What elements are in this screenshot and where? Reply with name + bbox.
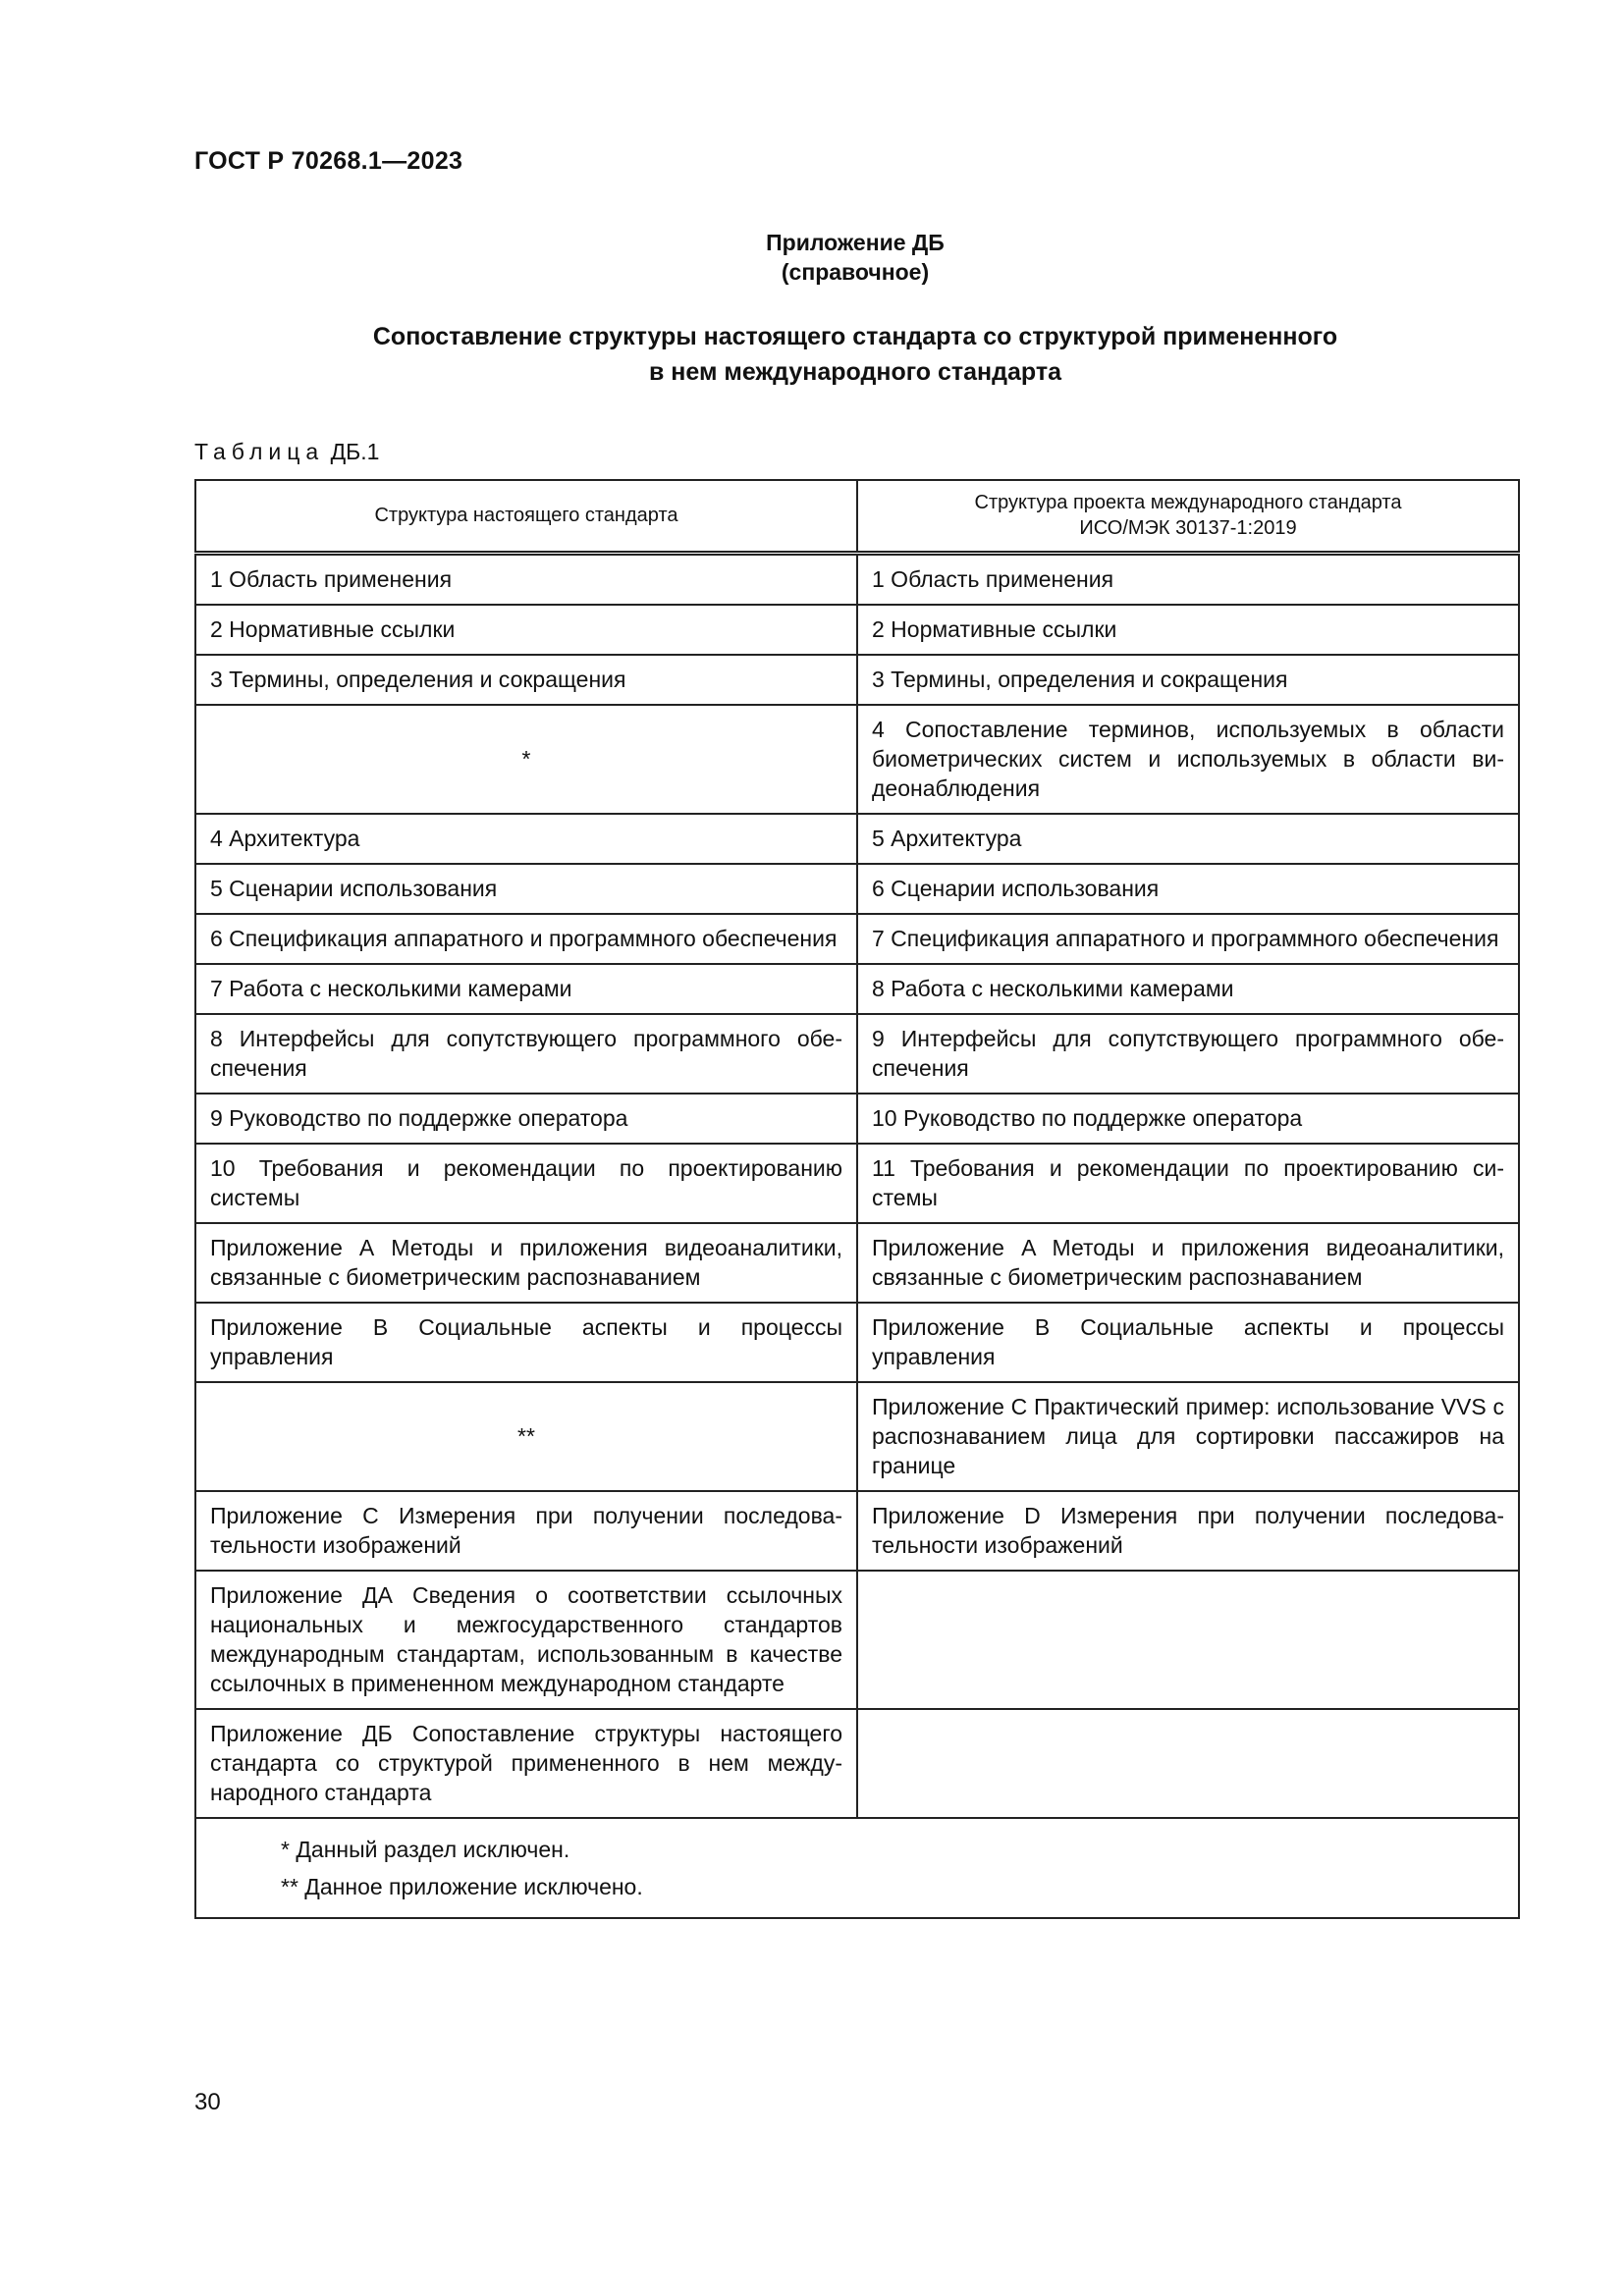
cell-current: 5 Сценарии использования [195,864,857,914]
cell-international: Приложение D Измерения при получении последовательности изображений [857,1491,1519,1571]
cell-current-excluded-marker: ** [195,1382,857,1491]
cell-international: 4 Сопоставление терминов, используемых в области биометрических систем и используемых в области видеонаблюдения [857,705,1519,814]
header-international-structure [857,480,1519,554]
cell-current: Приложение С Измерения при получении последовательности изображений [195,1491,857,1571]
table-row [195,1144,1519,1223]
table-row [195,1303,1519,1382]
page-number: 30 [194,2089,221,2115]
cell-current: 6 Спецификация аппаратного и программного обеспечения [195,914,857,964]
header-international-line-1: Структура проекта международного стандарта [974,492,1402,513]
document-code: ГОСТ Р 70268.1—2023 [194,147,463,175]
table-row [195,1382,1519,1491]
cell-international: 1 Область применения [857,554,1519,606]
cell-international: 9 Интерфейсы для сопутствующего программного обеспечения [857,1014,1519,1094]
appendix-title: Приложение ДБ [766,230,945,255]
header-current-structure: Структура настоящего стандарта [195,480,857,554]
table-row [195,1571,1519,1709]
table-row [195,705,1519,814]
cell-international: 5 Архитектура [857,814,1519,864]
appendix-subtitle: (справочное) [781,259,930,285]
cell-current: Приложение ДБ Сопоставление структуры настоящего стандарта со структурой примененного в нем международного стандарта [195,1709,857,1818]
footnotes-row [195,1818,1519,1918]
table-caption [194,439,379,465]
main-title-line-1: Сопоставление структуры настоящего стандарта со структурой примененного [372,323,1338,350]
cell-current: 1 Область применения [195,554,857,606]
table-row [195,1014,1519,1094]
cell-current: 3 Термины, определения и сокращения [195,655,857,705]
cell-current: Приложение ДА Сведения о соответствии ссылочных национальных и межгосударственного стандартов международным стандартам, использованным в качестве ссылочных в примененном международном стандарте [195,1571,857,1709]
structure-comparison-table [194,479,1520,1919]
cell-international: Приложение A Методы и приложения видеоаналитики, связанные с биометрическим распознаванием [857,1223,1519,1303]
table-row [195,964,1519,1014]
cell-international: 3 Термины, определения и сокращения [857,655,1519,705]
table-row [195,1709,1519,1818]
cell-current: 7 Работа с несколькими камерами [195,964,857,1014]
cell-current-excluded-marker: * [195,705,857,814]
table-row [195,864,1519,914]
table-row [195,1094,1519,1144]
cell-international: 10 Руководство по поддержке оператора [857,1094,1519,1144]
table-row [195,914,1519,964]
cell-current: Приложение А Методы и приложения видеоаналитики, связанные с биометрическим распознаванием [195,1223,857,1303]
cell-international: 6 Сценарии использования [857,864,1519,914]
cell-international: 2 Нормативные ссылки [857,605,1519,655]
cell-international: Приложение B Социальные аспекты и процессы управления [857,1303,1519,1382]
main-title [194,319,1516,390]
cell-current: Приложение В Социальные аспекты и процессы управления [195,1303,857,1382]
table-row [195,1491,1519,1571]
cell-international: 8 Работа с несколькими камерами [857,964,1519,1014]
footnotes-cell [195,1818,1519,1918]
table-row [195,814,1519,864]
cell-international-empty [857,1709,1519,1818]
cell-international: Приложение C Практический пример: использование VVS с распознаванием лица для сортировки пассажиров на границе [857,1382,1519,1491]
footnote-excluded-section: * Данный раздел исключен. [281,1837,570,1862]
table-row [195,655,1519,705]
table-caption-word: Таблица [194,439,325,464]
cell-current: 2 Нормативные ссылки [195,605,857,655]
cell-international: 7 Спецификация аппаратного и программного обеспечения [857,914,1519,964]
cell-current: 8 Интерфейсы для сопутствующего программного обеспечения [195,1014,857,1094]
header-international-line-2: ИСО/МЭК 30137-1:2019 [1079,517,1297,539]
table-header-row [195,480,1519,554]
main-title-line-2: в нем международного стандарта [648,358,1062,386]
cell-current: 10 Требования и рекомендации по проектированию системы [195,1144,857,1223]
table-caption-number: ДБ.1 [330,439,380,464]
cell-international: 11 Требования и рекомендации по проектированию системы [857,1144,1519,1223]
cell-international-empty [857,1571,1519,1709]
table-row [195,1223,1519,1303]
table-row [195,605,1519,655]
cell-current: 9 Руководство по поддержке оператора [195,1094,857,1144]
footnote-excluded-appendix: ** Данное приложение исключено. [281,1874,643,1899]
appendix-heading [194,228,1516,287]
cell-current: 4 Архитектура [195,814,857,864]
table-row [195,554,1519,606]
